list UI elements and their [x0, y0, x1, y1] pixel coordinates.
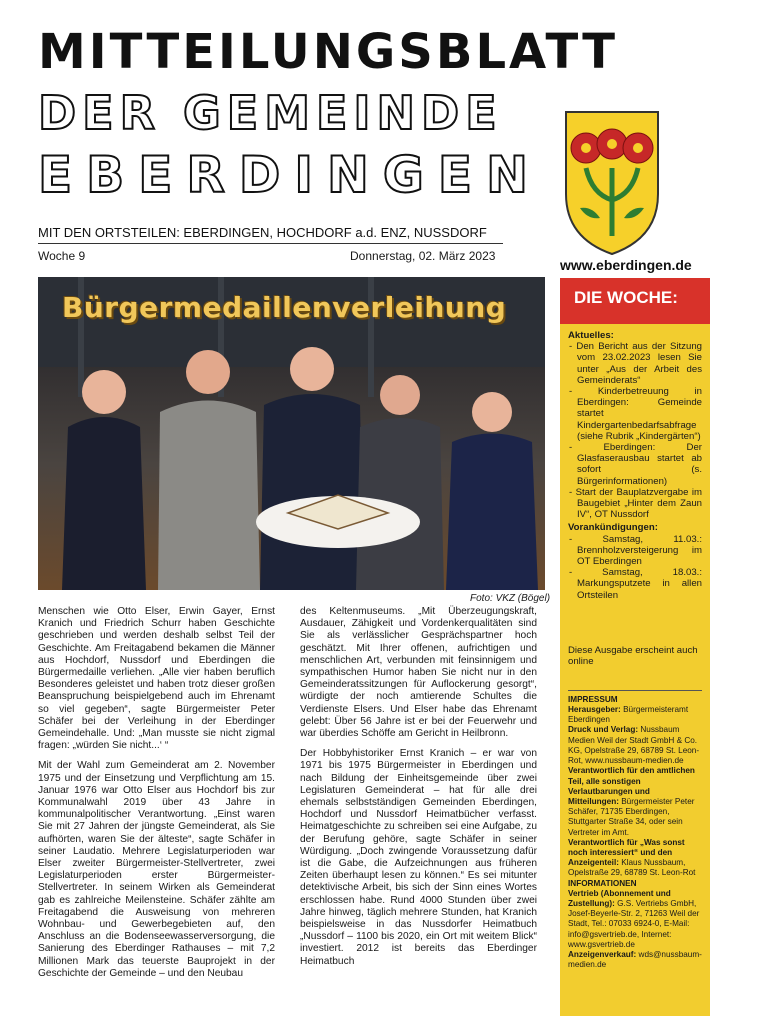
impressum-entry — [568, 705, 702, 725]
article-column-2 — [300, 606, 537, 976]
masthead-line2: DER GEMEINDE — [38, 86, 503, 140]
issue-week: Woche 9 — [38, 249, 86, 263]
impressum-label: Verantwortlich für „Was sonst noch interessiert“ und den Anzeigenteil: — [568, 837, 685, 868]
impressum-label: Anzeigenverkauf: — [568, 949, 637, 959]
website-link[interactable]: www.eberdingen.de — [560, 257, 692, 273]
article-column-1 — [38, 606, 275, 988]
impressum-text: G.S. Vertriebs GmbH, Josef-Beyerle-Str. 2, 71263 Weil der Stadt, Tel.: 07033 6924-0, E-Mail: info@gsvertrieb.de, Internet: www.gsvertrieb.de — [568, 898, 700, 949]
impressum-entry — [568, 889, 702, 950]
impressum-text: Klaus Nussbaum, Opelstraße 29, 68789 St. Leon-Rot — [568, 858, 696, 878]
impressum — [568, 695, 702, 970]
ankuendigung-item: - Samstag, 18.03.: Markungsputzete in allen Ortsteilen — [569, 567, 702, 601]
impressum-entry — [568, 695, 702, 705]
ankuendigung-item: - Samstag, 11.03.: Brennholzversteigerung im OT Eberdingen — [569, 533, 702, 568]
aktuelles-item: - Kinderbetreuung in Eberdingen: Gemeinde startet Kindergartenbedarfsabfrage (siehe Rubrik „Kindergärten“) — [569, 386, 702, 442]
sidebar-divider — [568, 690, 702, 691]
impressum-entry — [568, 766, 702, 837]
photo-credit: Foto: VKZ (Bögel) — [470, 593, 551, 604]
aktuelles-item: - Start der Bauplatzvergabe im Baugebiet „Hinter dem Zaun IV“, OT Nussdorf — [569, 486, 702, 521]
impressum-label: Druck und Verlag: — [568, 725, 639, 735]
ankuendigungen-heading: Vorankündigungen: — [568, 522, 658, 534]
sidebar-die-woche — [560, 278, 710, 1016]
feature-photo — [38, 277, 545, 590]
masthead-title: MITTEILUNGSBLATT — [38, 24, 619, 80]
impressum-label: INFORMATIONEN — [568, 878, 637, 888]
impressum-entry — [568, 950, 702, 970]
impressum-text: Bürgermeister Peter Schäfer, 71735 Eberdingen, Stuttgarter Straße 34, oder sein Vertreter im Amt. — [568, 796, 695, 837]
header-divider — [38, 243, 503, 244]
impressum-label: Herausgeber: — [568, 705, 621, 715]
impressum-label: Vertrieb (Abonnement und Zustellung): — [568, 888, 671, 908]
masthead-subtitle: MIT DEN ORTSTEILEN: EBERDINGEN, HOCHDORF a.d. ENZ, NUSSDORF — [38, 225, 487, 240]
aktuelles-item: - Eberdingen: Der Glasfaserausbau startet ab sofort (s. Bürgerinformationen) — [569, 442, 702, 487]
issue-date: Donnerstag, 02. März 2023 — [350, 249, 496, 263]
masthead-line3: EBERDINGEN — [38, 146, 542, 204]
article-paragraph: Mit der Wahl zum Gemeinderat am 2. November 1975 und der Einsetzung und Verpflichtung am 15. Januar 1976 war Otto Elser aus Hochdorf bis zur Kommunalwahl 2019 über 43 Jahre in kommunalpolitischer Verantwortung. „Einst waren Sie mit 27 Jahren der jüngste Gemeinderat, als Sie aufhörten, waren Sie der älteste“, sagte Schäfer in seiner Laudatio. Mehrere Legislaturperioden war Elser zweiter Bürgermeister-Stellvertreter, zwei Legislaturperioden erster Bürgermeister-Stellvertreter. In seinem Wirken als Gemeinderat gab es zahlreiche Meilensteine. Schäfer zählte am Freitagabend die Ausweisung von mehreren Wohnbau- und Gewerbegebieten auf, den Anschluss an die Bodenseewasserversorgung, die Sanierung des Eberdinger Rathauses – mit 7,2 Millionen Mark das teuerste Bauprojekt in der Geschichte der Gemeinde – und den Neubau — [38, 760, 275, 979]
aktuelles-heading: Aktuelles: — [568, 330, 614, 341]
impressum-label: IMPRESSUM — [568, 694, 618, 704]
feature-title: Bürgermedaillenverleihung — [62, 291, 507, 324]
impressum-entry — [568, 838, 702, 879]
article-paragraph: Menschen wie Otto Elser, Erwin Gayer, Ernst Kranich und Friedrich Schurr haben Geschichte geschrieben und werden deshalb selbst Teil der Geschichte. Am Freitagabend bekamen die Männer aus Hochdorf, Nussdorf und Eberdingen die Bürgermedaille verliehen. „Alle vier haben beruflich Besonderes geleistet und haben trotz dieser großen Beanspruchung beispielgebend auch im Ehrenamt so viel gegeben“, sagte Bürgermeister Peter Schäfer bei der Verleihung in der Eberdinger Gemeindehalle. Und: „Man musste sie nicht zigmal fragen: „würden Sie nicht...‘ “ — [38, 606, 275, 752]
impressum-entry — [568, 879, 702, 889]
article-paragraph: Der Hobbyhistoriker Ernst Kranich – er war von 1971 bis 1975 Bürgermeister in Eberdingen und nach Bildung der Einheitsgemeinde über zwei Legislaturen Gemeinderat – hat für alle drei ehemals selbstständigen Gemeinden Eberdingen, Hochdorf und Nussdorf Heimatbücher verfasst. Heimatgeschichte zu schreiben sei eine Aufgabe, zu der Berufung gehöre, sagte Schäfer in seiner Würdigung. „Doch zwingende Voraussetzung dafür ist die Gabe, die Aufzeichnungen aus früheren Zeiten überhaupt lesen zu können.“ Es sei mitunter detektivische Arbeit, bis sich der Sinn eines Wortes erschlossen habe. Rund 4000 Stunden über zwei Jahre hinweg, täglich mehrere Stunden, hat Kranich beispielsweise in das Nussdorfer Heimatbuch „Nussdorf – 1100 bis 2020, ein Ort mit weitem Blick“ investiert. 2012 ist bereits das Eberdinger Heimatbuch — [300, 748, 537, 967]
sidebar-heading: DIE WOCHE: — [560, 278, 710, 324]
impressum-text: wds@nussbaum-medien.de — [568, 949, 702, 970]
online-note: Diese Ausgabe erscheint auch online — [568, 644, 698, 668]
impressum-text: Nussbaum Medien Weil der Stadt GmbH & Co. KG, Opelstraße 29, 68789 St. Leon-Rot, www.nussbaum-medien.de — [568, 725, 700, 766]
article-paragraph: des Keltenmuseums. „Mit Überzeugungskraft, Ausdauer, Zähigkeit und Vordenkerqualitäten sind Sie als verlässlicher Gesprächspartner hoch geschätzt. Mit Ihrer offenen, aufrichtigen und menschlichen Art, verbunden mit feinsinnigem und sympathischen Humor haben Sie nicht nur in den Gemeinderatssitzungen für Auflockerung gesorgt“, würdigte der noch amtierende Schultes die Verdienste Elsers. Und Elser habe das Ehrenamt gelebt: Über 56 Jahre ist er bei der Feuerwehr und war überdies Schöffe am Gericht in Heilbronn. — [300, 606, 537, 740]
impressum-label: Verantwortlich für den amtlichen Teil, alle sonstigen Verlautbarungen und Mitteilungen: — [568, 766, 695, 806]
impressum-entry — [568, 725, 702, 766]
impressum-text: Bürgermeisteramt Eberdingen — [568, 705, 689, 725]
coat-of-arms-icon — [562, 108, 662, 258]
aktuelles-item: - Den Bericht aus der Sitzung vom 23.02.2023 lesen Sie unter „Aus der Arbeit des Gemeinderats“ — [569, 341, 702, 386]
